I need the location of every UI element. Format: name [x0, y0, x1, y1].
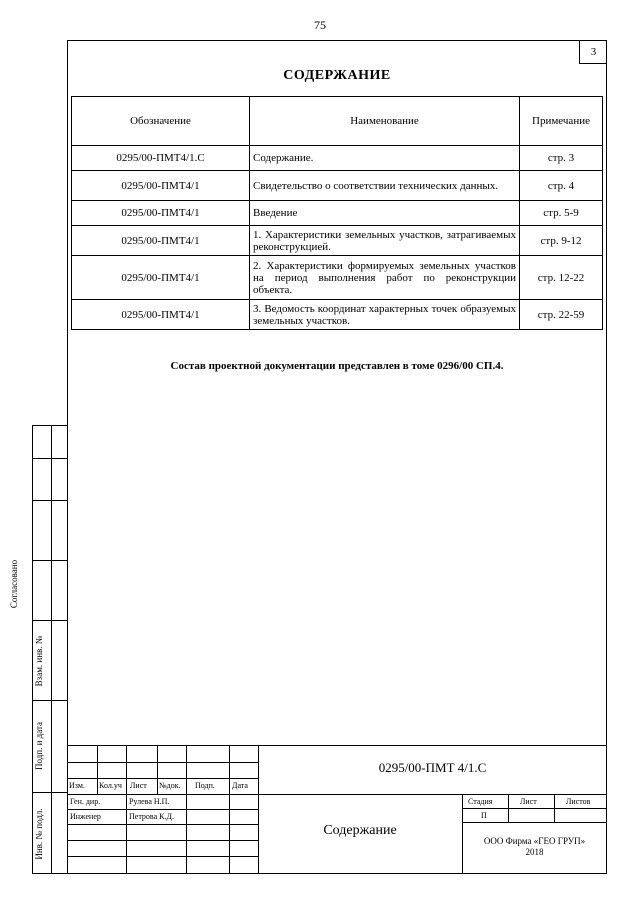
document-name: Содержание: [323, 823, 397, 838]
stamp-sheets-label: Листов: [566, 797, 591, 806]
stamp-header-count: Кол.уч: [99, 781, 122, 790]
stamp-header-date: Дата: [232, 781, 248, 790]
toc-header-row: [72, 97, 603, 146]
toc-code: 0295/00-ПМТ4/1: [72, 300, 250, 330]
stamp-stage-label: Стадия: [468, 797, 493, 806]
table-row: [72, 201, 603, 226]
toc-code: 0295/00-ПМТ4/1: [72, 201, 250, 226]
stamp-header-sign: Подп.: [195, 781, 215, 790]
stamp-sheet-label: Лист: [520, 797, 537, 806]
organization: [462, 836, 607, 858]
toc-note: стр. 12-22: [520, 256, 603, 300]
margin-label-agreed: Согласовано: [9, 559, 19, 609]
page-number: 75: [314, 18, 326, 32]
stamp-stage-value: П: [481, 811, 487, 820]
toc-note: стр. 22-59: [520, 300, 603, 330]
toc-header-code: Обозначение: [72, 97, 250, 146]
toc-code: 0295/00-ПМТ4/1.С: [72, 146, 250, 171]
organization-year: 2018: [525, 847, 544, 857]
stamp-role-director: Ген. дир.: [70, 797, 101, 806]
toc-header-note: Примечание: [520, 97, 603, 146]
margin-label-inv-original: Инв. № подл.: [34, 808, 44, 860]
margin-label-sign-date: Подп. и дата: [34, 721, 44, 771]
table-row: [72, 146, 603, 171]
toc-note: стр. 9-12: [520, 226, 603, 256]
page-title: СОДЕРЖАНИЕ: [283, 68, 391, 83]
toc-header-name: Наименование: [250, 97, 520, 146]
toc-name: Содержание.: [250, 146, 520, 171]
toc-name: 3. Ведомость координат характерных точек образуемых земельных участков.: [250, 300, 520, 330]
table-row: [72, 226, 603, 256]
table-row: [72, 300, 603, 330]
margin-label-replaced-inv: Взам. инв. №: [34, 635, 44, 687]
toc-name: Свидетельство о соответствии технических данных.: [250, 171, 520, 201]
table-row: [72, 256, 603, 300]
toc-note: стр. 5-9: [520, 201, 603, 226]
toc-code: 0295/00-ПМТ4/1: [72, 226, 250, 256]
composition-note: Состав проектной документации представлен в томе 0296/00 СП.4.: [170, 360, 504, 372]
toc-code: 0295/00-ПМТ4/1: [72, 171, 250, 201]
stamp-role-engineer: Инженер: [70, 812, 101, 821]
stamp-header-doc: №док.: [159, 781, 181, 790]
toc-code: 0295/00-ПМТ4/1: [72, 256, 250, 300]
stamp-header-sheet: Лист: [130, 781, 147, 790]
organization-name: ООО Фирма «ГЕО ГРУП»: [483, 836, 586, 846]
toc-note: стр. 3: [520, 146, 603, 171]
stamp-header-change: Изм.: [69, 781, 85, 790]
toc-name: 1. Характеристики земельных участков, затрагиваемых реконструкцией.: [250, 226, 520, 256]
toc-name: Введение: [250, 201, 520, 226]
document-code: 0295/00-ПМТ 4/1.С: [378, 760, 487, 775]
table-row: [72, 171, 603, 201]
sheet-number: 3: [579, 40, 607, 64]
stamp-name-director: Рулева Н.П.: [129, 797, 170, 806]
toc-name: 2. Характеристики формируемых земельных участков на период выполнения работ по реконструкции объекта.: [250, 256, 520, 300]
toc-table: [71, 96, 603, 330]
stamp-name-engineer: Петрова К.Д.: [129, 812, 174, 821]
toc-note: стр. 4: [520, 171, 603, 201]
